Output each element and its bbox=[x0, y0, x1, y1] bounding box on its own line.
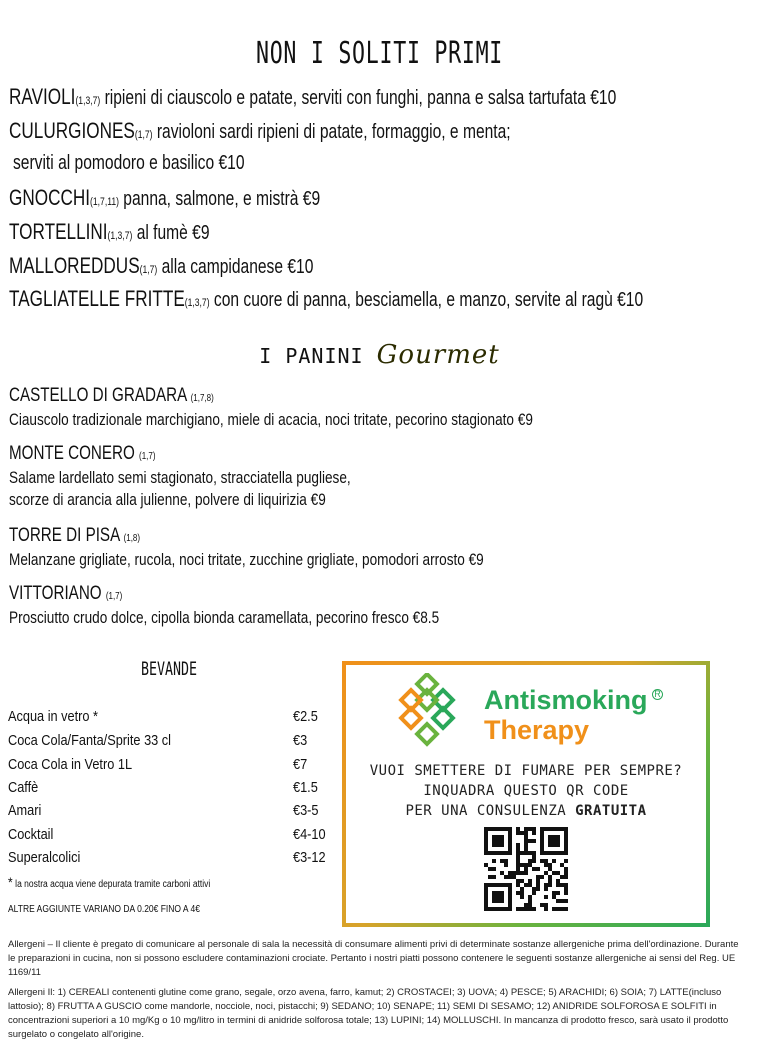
primi-item bbox=[9, 219, 210, 249]
drink-price: €3-12 bbox=[293, 849, 326, 866]
qr-code-icon[interactable] bbox=[484, 827, 568, 911]
dish-description: con cuore di panna, besciamella, e manzo, servite al ragù €10 bbox=[213, 289, 644, 311]
drink-price: €7 bbox=[293, 756, 308, 773]
drink-price: €1.5 bbox=[293, 779, 318, 796]
dish-allergens: (1,3,7) bbox=[75, 95, 101, 107]
dish-name: MALLOREDDUS bbox=[9, 253, 140, 278]
allergen-intro: Allergeni – Il cliente è pregato di comunicare al personale di sala la necessità di consumare alimenti privi di determinate sostanze allergeniche prima dell'ordinazione. Durante le preparazioni in cucina, non si possono escludere contaminazioni crociate. Pertanto i nostri piatti possono contenere le seguenti sostanze allergeniche ai sensi del Reg. UE 1169/11 bbox=[8, 939, 739, 978]
dish-allergens: (1,7) bbox=[134, 129, 153, 141]
primi-item bbox=[9, 118, 511, 148]
dish-description: serviti al pomodoro e basilico €10 bbox=[13, 152, 245, 174]
drink-name: Cocktail bbox=[8, 826, 54, 843]
drink-name: Coca Cola/Fanta/Sprite 33 cl bbox=[8, 732, 172, 749]
ad-offer: PER UNA CONSULENZA GRATUITA bbox=[405, 803, 647, 819]
primi-section-title: NON I SOLITI PRIMI bbox=[255, 36, 504, 71]
drink-name: Acqua in vetro * bbox=[8, 708, 99, 725]
panino-item bbox=[9, 526, 602, 571]
primi-item bbox=[9, 286, 643, 316]
drink-name: Superalcolici bbox=[8, 849, 81, 866]
panini-title-script: Gourmet bbox=[376, 340, 500, 370]
drink-name: Caffè bbox=[8, 779, 39, 796]
panino-description: Salame lardellato semi stagionato, stracciatella pugliese, bbox=[9, 468, 351, 487]
drink-price: €4-10 bbox=[293, 826, 326, 843]
panino-name: CASTELLO DI GRADARA (1,7,8) bbox=[9, 385, 214, 406]
dish-description: al fumè €9 bbox=[136, 222, 210, 244]
ad-brand-line2: Therapy bbox=[484, 715, 590, 745]
panino-item bbox=[9, 444, 436, 511]
primi-item bbox=[9, 84, 616, 114]
dish-name: GNOCCHI bbox=[9, 185, 91, 210]
drink-price: €2.5 bbox=[293, 708, 318, 725]
dish-description: alla campidanese €10 bbox=[161, 256, 314, 278]
dish-name: RAVIOLI bbox=[9, 84, 76, 109]
panino-description: Ciauscolo tradizionale marchigiano, miele di acacia, noci tritate, pecorino stagionato €9 bbox=[9, 410, 533, 429]
ad-headline: VUOI SMETTERE DI FUMARE PER SEMPRE? bbox=[369, 763, 683, 779]
allergen-footer bbox=[8, 938, 748, 1048]
panino-description: scorze di arancia alla julienne, polvere di liquirizia €9 bbox=[9, 490, 326, 509]
drink-name: Coca Cola in Vetro 1L bbox=[8, 756, 133, 773]
water-note: * la nostra acqua viene depurata tramite carboni attivi bbox=[8, 874, 211, 890]
dish-description: panna, salmone, e mistrà €9 bbox=[123, 188, 321, 210]
panino-name: TORRE DI PISA (1,8) bbox=[9, 525, 141, 546]
antismoking-logo-icon bbox=[390, 673, 470, 753]
dish-allergens: (1,7,11) bbox=[90, 196, 119, 208]
panini-section-title bbox=[0, 340, 759, 370]
primi-item-continuation bbox=[13, 150, 245, 176]
panino-item bbox=[9, 584, 547, 629]
dish-allergens: (1,7) bbox=[139, 264, 158, 276]
dish-description: ravioloni sardi ripieni di patate, formaggio, e menta; bbox=[156, 121, 511, 143]
panino-description: Prosciutto crudo dolce, cipolla bionda caramellata, pecorino fresco €8.5 bbox=[9, 608, 440, 627]
extras-note: ALTRE AGGIUNTE VARIANO DA 0.20€ FINO A 4€ bbox=[8, 904, 200, 915]
dish-name: CULURGIONES bbox=[9, 118, 135, 143]
ad-instruction: INQUADRA QUESTO QR CODE bbox=[423, 783, 629, 799]
drink-name: Amari bbox=[8, 802, 42, 819]
registered-mark: R bbox=[652, 689, 663, 700]
primi-item bbox=[9, 253, 313, 283]
drink-price: €3 bbox=[293, 732, 308, 749]
primi-item bbox=[9, 185, 320, 215]
bevande-section-title: BEVANDE bbox=[141, 658, 198, 680]
dish-name: TORTELLINI bbox=[9, 219, 108, 244]
ad-brand-line1: Antismoking bbox=[484, 685, 648, 715]
allergen-list: Allergeni Il: 1) CEREALI contenenti glutine come grano, segale, orzo avena, farro, kamut; 2) CROSTACEI; 3) UOVA; 4) PESCE; 5) ARACHIDI; 6) SOIA; 7) LATTE(incluso lattosio); 8) FRUTTA A GUSCIO come mandorle, nocciole, noci, pistacchi; 9) SEDANO; 10) SENAPE; 11) SEMI DI SESAMO; 12) ANIDRIDE SOLFOROSA E SOLFITI in concentrazioni superiori a 10 mg/Kg o 10 mg/litro in termini di anidride solforosa totale; 13) LUPINI; 14) MOLLUSCHI. In mancanza di prodotto fresco, sarà usato il prodotto surgelato o congelato all'origine. bbox=[8, 987, 729, 1040]
panino-description: Melanzane grigliate, rucola, noci tritate, zucchine grigliate, pomodori arrosto €9 bbox=[9, 550, 484, 569]
dish-description: ripieni di ciauscolo e patate, serviti con funghi, panna e salsa tartufata €10 bbox=[104, 87, 617, 109]
panino-name: VITTORIANO (1,7) bbox=[9, 583, 123, 604]
dish-allergens: (1,3,7) bbox=[184, 297, 210, 309]
panino-name: MONTE CONERO (1,7) bbox=[9, 443, 156, 464]
dish-name: TAGLIATELLE FRITTE bbox=[9, 286, 185, 311]
dish-allergens: (1,3,7) bbox=[107, 230, 133, 242]
drink-price: €3-5 bbox=[293, 802, 319, 819]
panino-item bbox=[9, 386, 664, 431]
panini-title-prefix: I PANINI bbox=[259, 344, 364, 368]
antismoking-ad bbox=[342, 661, 710, 927]
